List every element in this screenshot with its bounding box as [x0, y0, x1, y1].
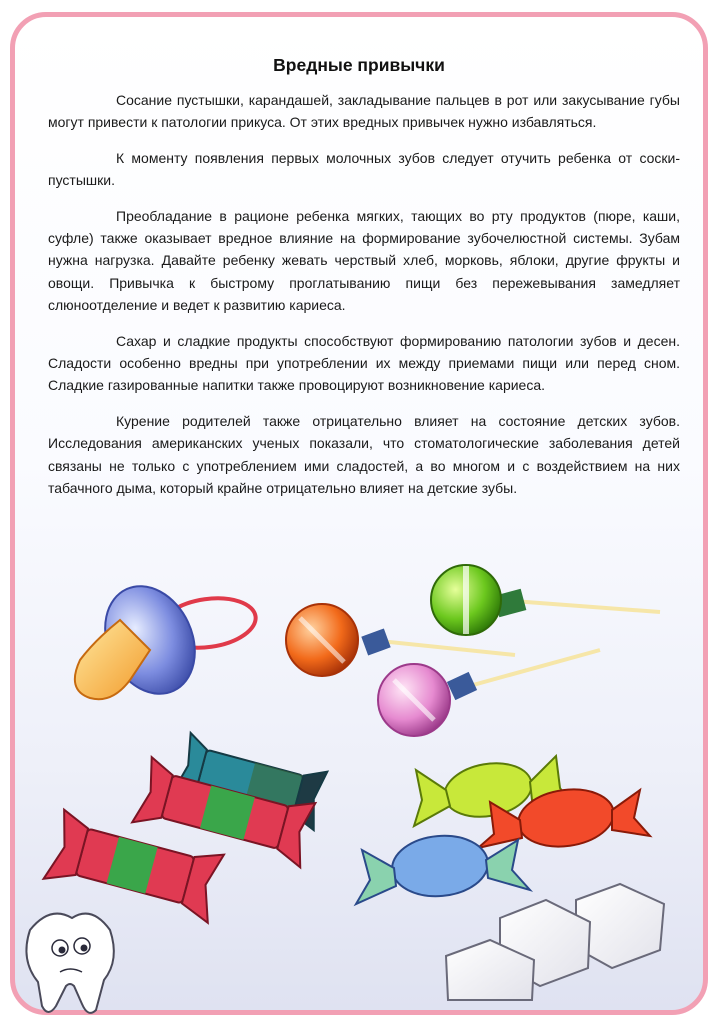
page-title: Вредные привычки	[273, 55, 445, 75]
lollipop-icon	[286, 565, 660, 736]
paragraph: Курение родителей также отрицательно влияет на состояние детских зубов. Исследования американских ученых показали, что стоматологические заболевания детей связаны не только с употреблением ими сладостей, а во многом и с воздействием на них табачного дыма, который крайне отрицательно влияет на детские зубы.	[48, 412, 680, 497]
paragraph: Преобладание в рационе ребенка мягких, тающих во рту продуктов (пюре, каши, суфле) также оказывает вредное влияние на формирование зубочелюстной системы. Зубам нужна нагрузка. Давайте ребенку жевать черствый хлеб, морковь, яблоки, другие фрукты и овощи. Привычка к быстрому проглатыванию пищи без пережевывания замедляет слюноотделение и ведет к развитию кариеса.	[48, 207, 680, 314]
candy-bar-icon	[44, 732, 330, 922]
paragraph: Сосание пустышки, карандашей, закладывание пальцев в рот или закусывание губы могут привести к патологии прикуса. От этих вредных привычек нужно избавляться.	[48, 92, 680, 131]
wrapped-candy-icon	[356, 756, 650, 904]
sugar-cube-icon	[446, 884, 664, 1000]
paragraph: К моменту появления первых молочных зубов следует отучить ребенка от соски-пустышки.	[48, 149, 680, 189]
pacifier-icon	[75, 571, 259, 708]
tooth-mascot-icon	[26, 914, 113, 1013]
paragraph: Сахар и сладкие продукты способствуют формированию патологии зубов и десен. Сладости особенно вредны при употреблении их между приемами пищи или перед сном. Сладкие газированные напитки также провоцируют возникновение кариеса.	[48, 332, 680, 394]
